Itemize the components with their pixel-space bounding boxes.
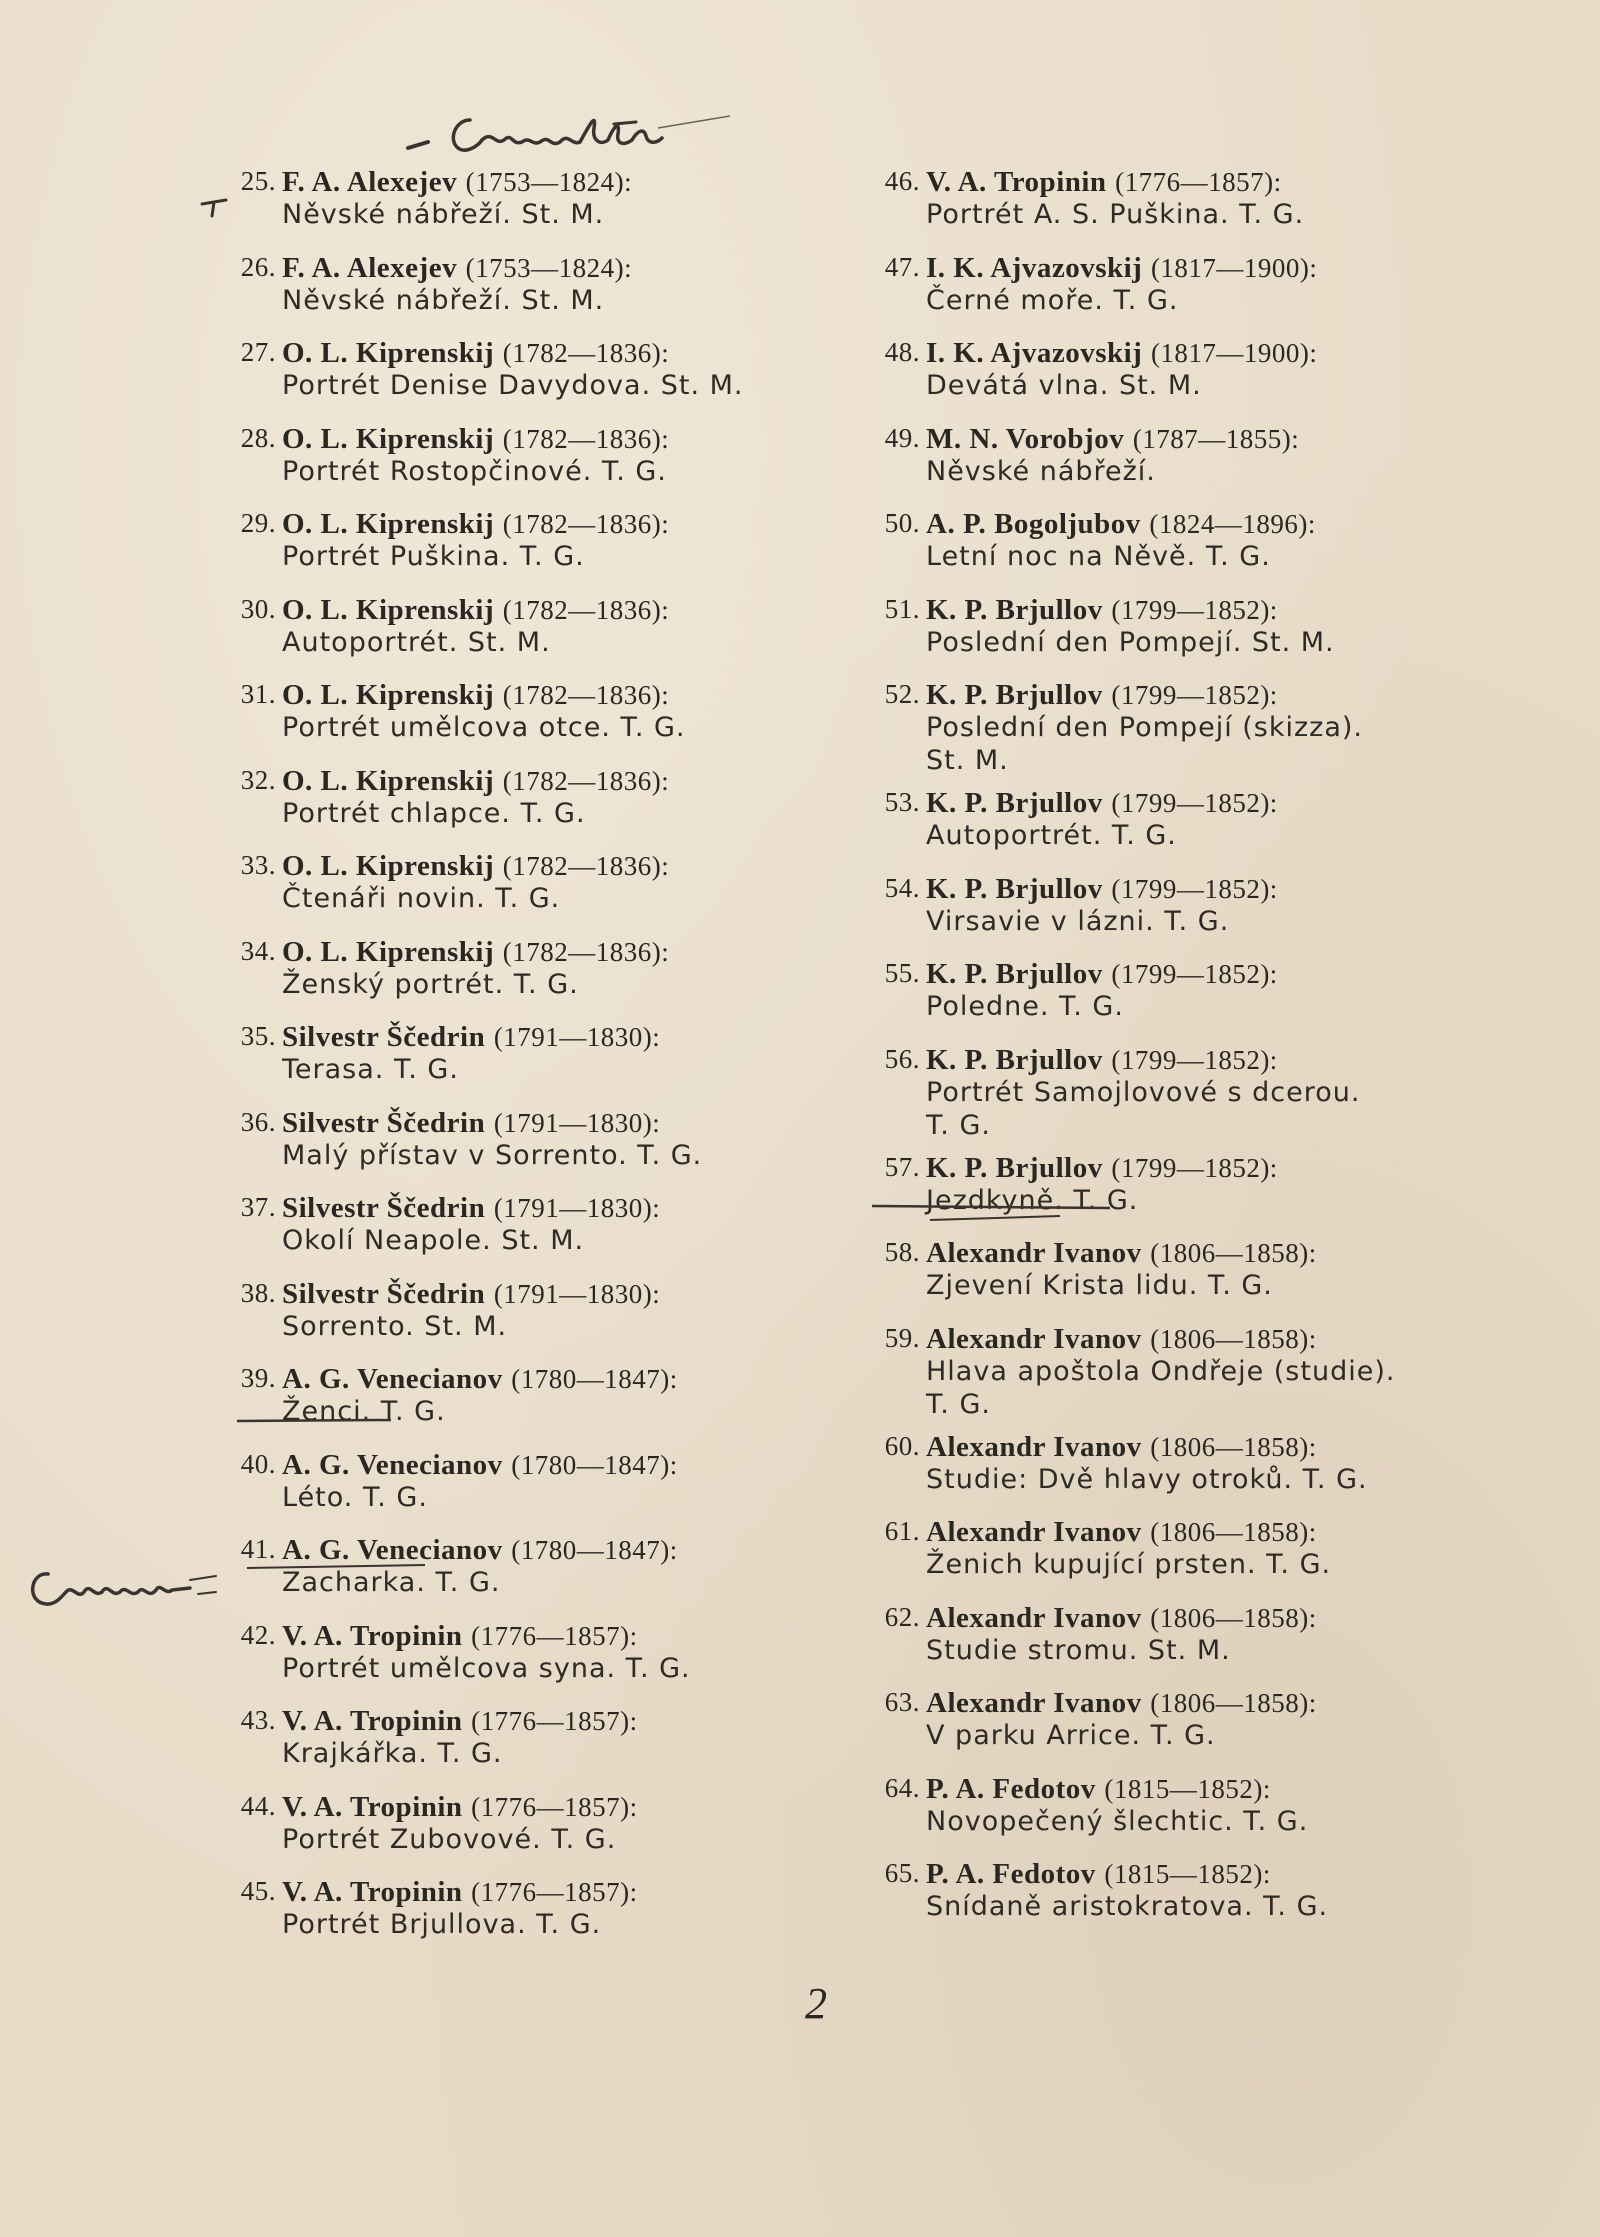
artist-dates: (1817—1900):: [1150, 252, 1318, 283]
catalog-entry: [864, 594, 1504, 680]
artwork-title: Portrét Samojlovové s dcerou.: [926, 1076, 1361, 1108]
artist-dates: (1753—1824):: [465, 167, 633, 197]
catalog-entry: [220, 936, 860, 1022]
artwork-title: Portrét Zubovové. T. G.: [282, 1823, 617, 1855]
entry-heading: [282, 679, 669, 712]
artwork-title: Portrét A. S. Puškina. T. G.: [926, 199, 1305, 230]
entry-number: 26.: [240, 251, 276, 282]
catalog-entry: [220, 1449, 860, 1535]
artist-name: O. L. Kiprenskij: [282, 764, 495, 797]
entry-number: 62.: [884, 1601, 920, 1632]
artwork-title: Poledne. T. G.: [926, 991, 1124, 1022]
strike-mark-57: [870, 1202, 1150, 1224]
catalog-entry: [864, 1044, 1504, 1152]
artist-dates: (1806—1858):: [1150, 1688, 1317, 1718]
entry-heading: [926, 594, 1278, 627]
catalog-entry: [220, 679, 860, 765]
catalog-entry: [220, 1791, 860, 1877]
catalog-entry: [864, 337, 1504, 423]
artwork-title: Poslední den Pompejí (skizza).: [926, 712, 1364, 743]
entry-heading: [282, 1021, 660, 1054]
artist-dates: (1782—1836):: [502, 338, 670, 368]
entry-heading: [926, 252, 1317, 285]
artist-name: I. K. Ajvazovskij: [926, 337, 1143, 369]
artist-name: Alexandr Ivanov: [926, 1237, 1142, 1269]
entry-number: 31.: [240, 679, 276, 709]
artist-dates: (1776—1857):: [471, 1791, 638, 1822]
artwork-title: Novopečený šlechtic. T. G.: [926, 1805, 1309, 1837]
artwork-title: Snídaně aristokratova. T. G.: [926, 1891, 1329, 1922]
entry-heading: [926, 679, 1278, 712]
entry-number: 56.: [884, 1043, 920, 1074]
artist-dates: (1782—1836):: [502, 680, 670, 710]
artist-dates: (1799—1852):: [1111, 873, 1278, 904]
artist-name: K. P. Brjullov: [926, 1151, 1103, 1184]
artwork-title: Černé moře. T. G.: [926, 284, 1179, 316]
catalog-entry: [864, 1323, 1504, 1431]
artist-dates: (1780—1847):: [511, 1535, 678, 1565]
entry-heading: [926, 1858, 1271, 1891]
catalog-entry: [220, 1705, 860, 1791]
artist-name: V. A. Tropinin: [282, 1619, 463, 1652]
entry-heading: [282, 850, 669, 883]
catalog-entry: [864, 873, 1504, 959]
artist-name: Silvestr Ščedrin: [282, 1106, 486, 1139]
artist-dates: (1782—1836):: [502, 423, 670, 454]
artwork-title: Sorrento. St. M.: [282, 1310, 508, 1342]
catalog-entry: [864, 1431, 1504, 1517]
entry-number: 59.: [884, 1322, 920, 1353]
entry-number: 30.: [240, 593, 276, 624]
catalog-column-right: [864, 166, 1504, 1944]
artist-dates: (1817—1900):: [1150, 338, 1318, 368]
catalog-entry: [864, 508, 1504, 594]
artwork-title-continued: T. G.: [926, 1388, 991, 1420]
artist-name: O. L. Kiprenskij: [282, 679, 495, 711]
artist-name: Alexandr Ivanov: [926, 1516, 1142, 1548]
entry-number: 28.: [240, 422, 276, 453]
entry-heading: [282, 765, 669, 798]
entry-heading: [926, 787, 1278, 820]
artwork-title: Ženci. T. G.: [282, 1396, 446, 1427]
artist-name: Alexandr Ivanov: [926, 1601, 1142, 1634]
artwork-title: V parku Arrice. T. G.: [926, 1720, 1216, 1751]
entry-number: 45.: [240, 1876, 276, 1906]
artist-name: K. P. Brjullov: [926, 1043, 1103, 1076]
catalog-entry: [220, 1107, 860, 1193]
entry-heading: [282, 1705, 638, 1738]
artist-dates: (1799—1852):: [1111, 788, 1278, 818]
artist-name: M. N. Vorobjov: [926, 422, 1125, 455]
catalog-entry: [864, 1152, 1504, 1238]
artist-dates: (1791—1830):: [493, 1278, 661, 1309]
entry-heading: [926, 337, 1317, 370]
artwork-title: Něvské nábřeží.: [926, 455, 1156, 487]
artwork-title: Léto. T. G.: [282, 1481, 428, 1513]
entry-number: 44.: [240, 1790, 276, 1821]
catalog-entry: [864, 1602, 1504, 1688]
artist-name: Silvestr Ščedrin: [282, 1192, 486, 1224]
artist-name: K. P. Brjullov: [926, 679, 1103, 711]
entry-number: 46.: [884, 166, 920, 196]
artist-name: A. G. Venecianov: [282, 1448, 503, 1481]
entry-number: 35.: [240, 1021, 276, 1051]
artist-dates: (1791—1830):: [493, 1022, 661, 1052]
artwork-title: Portrét chlapce. T. G.: [282, 797, 586, 829]
artist-dates: (1806—1858):: [1150, 1602, 1317, 1633]
entry-heading: [926, 1773, 1271, 1806]
entry-number: 60.: [884, 1430, 920, 1461]
entry-number: 43.: [240, 1705, 276, 1735]
entry-number: 64.: [884, 1772, 920, 1803]
entry-heading: [282, 337, 669, 370]
entry-heading: [282, 1620, 638, 1653]
catalog-entry: [864, 1237, 1504, 1323]
entry-heading: [926, 1516, 1317, 1549]
artist-name: V. A. Tropinin: [282, 1876, 463, 1908]
artist-dates: (1776—1857):: [1115, 167, 1282, 197]
entry-heading: [282, 252, 632, 285]
entry-number: 53.: [884, 787, 920, 817]
artwork-title: Portrét Puškina. T. G.: [282, 541, 585, 572]
artist-dates: (1806—1858):: [1150, 1431, 1317, 1462]
strike-mark-39: [235, 1414, 395, 1428]
catalog-entry: [864, 787, 1504, 873]
artist-dates: (1824—1896):: [1149, 509, 1316, 539]
entry-heading: [926, 166, 1282, 199]
entry-number: 65.: [884, 1858, 920, 1888]
catalog-entry: [220, 423, 860, 509]
entry-number: 27.: [240, 337, 276, 367]
artwork-title: Ženich kupující prsten. T. G.: [926, 1549, 1332, 1580]
page-number: 2: [805, 1979, 827, 2028]
artist-dates: (1780—1847):: [511, 1449, 678, 1480]
artist-dates: (1782—1836):: [502, 851, 670, 881]
artist-name: F. A. Alexejev: [282, 166, 458, 198]
artist-name: F. A. Alexejev: [282, 251, 458, 284]
artist-name: O. L. Kiprenskij: [282, 337, 495, 369]
entry-number: 42.: [240, 1619, 276, 1650]
catalog-entry: [864, 679, 1504, 787]
entry-heading: [282, 1449, 678, 1482]
artist-name: P. A. Fedotov: [926, 1858, 1096, 1890]
catalog-entry: [220, 337, 860, 423]
artist-dates: (1776—1857):: [471, 1877, 638, 1907]
artist-name: K. P. Brjullov: [926, 958, 1103, 990]
entry-heading: [926, 423, 1299, 456]
artist-dates: (1791—1830):: [493, 1193, 661, 1223]
entry-number: 50.: [884, 508, 920, 538]
entry-number: 49.: [884, 422, 920, 453]
entry-number: 57.: [884, 1151, 920, 1182]
artwork-title: Poslední den Pompejí. St. M.: [926, 626, 1335, 658]
entry-heading: [926, 1237, 1317, 1270]
catalog-entry: [220, 1876, 860, 1962]
catalog-entry: [220, 166, 860, 252]
artwork-title: Portrét Brjullova. T. G.: [282, 1909, 602, 1940]
artwork-title: Čtenáři novin. T. G.: [282, 883, 561, 914]
catalog-entry: [220, 252, 860, 338]
artist-dates: (1799—1852):: [1111, 1044, 1278, 1075]
catalog-entry: [864, 166, 1504, 252]
catalog-entry: [864, 423, 1504, 509]
artist-name: A. G. Venecianov: [282, 1363, 503, 1395]
entry-heading: [282, 423, 669, 456]
artist-dates: (1799—1852):: [1111, 594, 1278, 625]
artist-dates: (1806—1858):: [1150, 1323, 1317, 1354]
entry-number: 51.: [884, 593, 920, 624]
entry-number: 52.: [884, 679, 920, 709]
entry-number: 63.: [884, 1687, 920, 1717]
entry-number: 29.: [240, 508, 276, 538]
artist-name: A. G. Venecianov: [282, 1534, 503, 1566]
artwork-title: Ženský portrét. T. G.: [282, 968, 579, 1000]
artwork-title: Studie stromu. St. M.: [926, 1634, 1231, 1666]
artist-name: O. L. Kiprenskij: [282, 935, 495, 968]
artist-dates: (1815—1852):: [1104, 1859, 1271, 1889]
entry-number: 41.: [240, 1534, 276, 1564]
artist-dates: (1799—1852):: [1111, 1152, 1278, 1183]
entry-number: 25.: [240, 166, 276, 196]
artist-name: I. K. Ajvazovskij: [926, 251, 1143, 284]
artwork-title: Něvské nábřeží. St. M.: [282, 199, 605, 230]
artist-name: K. P. Brjullov: [926, 787, 1103, 819]
artist-name: A. P. Bogoljubov: [926, 508, 1141, 540]
catalog-entry: [220, 1363, 860, 1449]
entry-number: 32.: [240, 764, 276, 795]
entry-number: 37.: [240, 1192, 276, 1222]
artist-name: K. P. Brjullov: [926, 593, 1103, 626]
entry-number: 38.: [240, 1277, 276, 1308]
artist-name: O. L. Kiprenskij: [282, 850, 495, 882]
entry-heading: [926, 1602, 1317, 1635]
entry-number: 54.: [884, 872, 920, 903]
entry-heading: [282, 508, 669, 541]
artist-name: O. L. Kiprenskij: [282, 508, 495, 540]
catalog-entry: [864, 1773, 1504, 1859]
artist-dates: (1799—1852):: [1111, 680, 1278, 710]
entry-heading: [282, 1278, 660, 1311]
artwork-title: Jezdkyně. T. G.: [926, 1184, 1139, 1216]
artwork-title: Portrét Rostopčinové. T. G.: [282, 455, 667, 487]
artist-name: O. L. Kiprenskij: [282, 422, 495, 455]
entry-heading: [282, 1107, 660, 1140]
catalog-entry: [864, 1516, 1504, 1602]
catalog-entry: [220, 508, 860, 594]
artist-dates: (1776—1857):: [471, 1706, 638, 1736]
artist-name: O. L. Kiprenskij: [282, 593, 495, 626]
artist-dates: (1753—1824):: [465, 252, 633, 283]
artist-dates: (1799—1852):: [1111, 959, 1278, 989]
artist-name: K. P. Brjullov: [926, 872, 1103, 905]
entry-number: 58.: [884, 1237, 920, 1267]
entry-heading: [282, 1192, 660, 1225]
entry-number: 40.: [240, 1448, 276, 1479]
entry-number: 39.: [240, 1363, 276, 1393]
catalog-column-left: [220, 166, 860, 1962]
artwork-title: Letní noc na Něvě. T. G.: [926, 541, 1271, 572]
entry-heading: [926, 1152, 1278, 1185]
catalog-entry: [220, 1620, 860, 1706]
catalog-entry: [864, 1858, 1504, 1944]
entry-heading: [282, 1876, 638, 1909]
artist-name: V. A. Tropinin: [282, 1790, 463, 1823]
catalog-entry: [864, 1687, 1504, 1773]
artist-dates: (1782—1836):: [502, 594, 670, 625]
entry-heading: [926, 508, 1316, 541]
artist-dates: (1787—1855):: [1132, 423, 1300, 454]
artwork-title-continued: St. M.: [926, 745, 1009, 776]
entry-heading: [926, 1044, 1278, 1077]
artist-name: P. A. Fedotov: [926, 1772, 1096, 1805]
artwork-title: Autoportrét. St. M.: [282, 626, 551, 658]
artwork-title: Devátá vlna. St. M.: [926, 370, 1202, 401]
artwork-title: Hlava apoštola Ondřeje (studie).: [926, 1355, 1396, 1387]
artwork-title: Okolí Neapole. St. M.: [282, 1225, 585, 1256]
artist-dates: (1806—1858):: [1150, 1238, 1317, 1268]
strike-mark-41: [245, 1560, 485, 1574]
artwork-title: Portrét umělcova syna. T. G.: [282, 1652, 691, 1684]
artwork-title: Terasa. T. G.: [282, 1054, 459, 1085]
catalog-entry: [864, 958, 1504, 1044]
entry-heading: [282, 166, 632, 199]
entry-number: 36.: [240, 1106, 276, 1137]
entry-heading: [282, 936, 669, 969]
artist-dates: (1791—1830):: [493, 1107, 661, 1138]
entry-heading: [926, 1323, 1317, 1356]
entry-number: 55.: [884, 958, 920, 988]
artist-dates: (1782—1836):: [502, 765, 670, 796]
artist-dates: (1806—1858):: [1150, 1517, 1317, 1547]
entry-number: 34.: [240, 935, 276, 966]
catalog-entry: [220, 1021, 860, 1107]
artwork-title-continued: T. G.: [926, 1109, 991, 1141]
entry-heading: [282, 1791, 638, 1824]
artist-dates: (1776—1857):: [471, 1620, 638, 1651]
catalog-entry: [220, 1534, 860, 1620]
catalog-entry: [220, 850, 860, 936]
artist-name: Alexandr Ivanov: [926, 1687, 1142, 1719]
artist-name: V. A. Tropinin: [282, 1705, 463, 1737]
artist-name: Silvestr Ščedrin: [282, 1277, 486, 1310]
artist-dates: (1782—1836):: [502, 936, 670, 967]
artist-dates: (1782—1836):: [502, 509, 670, 539]
entry-heading: [282, 1363, 678, 1396]
artist-name: Alexandr Ivanov: [926, 1322, 1142, 1355]
catalog-entry: [220, 765, 860, 851]
entry-heading: [282, 594, 669, 627]
catalog-entry: [220, 1278, 860, 1364]
entry-number: 47.: [884, 251, 920, 282]
entry-number: 33.: [240, 850, 276, 880]
artist-name: Silvestr Ščedrin: [282, 1021, 486, 1053]
artwork-title: Portrét Denise Davydova. St. M.: [282, 370, 744, 401]
artwork-title: Něvské nábřeží. St. M.: [282, 284, 605, 316]
entry-heading: [926, 1431, 1317, 1464]
handwritten-note-left: [20, 1562, 220, 1632]
artwork-title: Portrét umělcova otce. T. G.: [282, 712, 686, 743]
artwork-title: Zjevení Krista lidu. T. G.: [926, 1270, 1273, 1301]
artwork-title: Zacharka. T. G.: [282, 1567, 501, 1598]
artwork-title: Autoportrét. T. G.: [926, 820, 1177, 851]
artwork-title: Krajkářka. T. G.: [282, 1738, 503, 1769]
artwork-title: Malý přístav v Sorrento. T. G.: [282, 1139, 703, 1171]
entry-heading: [926, 958, 1278, 991]
artwork-title: Virsavie v lázni. T. G.: [926, 905, 1230, 937]
artist-name: Alexandr Ivanov: [926, 1430, 1142, 1463]
catalog-entry: [220, 594, 860, 680]
entry-number: 48.: [884, 337, 920, 367]
artist-dates: (1780—1847):: [511, 1364, 678, 1394]
entry-heading: [926, 1687, 1317, 1720]
catalog-entry: [220, 1192, 860, 1278]
catalog-entry: [864, 252, 1504, 338]
artist-name: V. A. Tropinin: [926, 166, 1107, 198]
artwork-title: Studie: Dvě hlavy otroků. T. G.: [926, 1463, 1368, 1495]
entry-heading: [926, 873, 1278, 906]
entry-number: 61.: [884, 1516, 920, 1546]
artist-dates: (1815—1852):: [1104, 1773, 1271, 1804]
